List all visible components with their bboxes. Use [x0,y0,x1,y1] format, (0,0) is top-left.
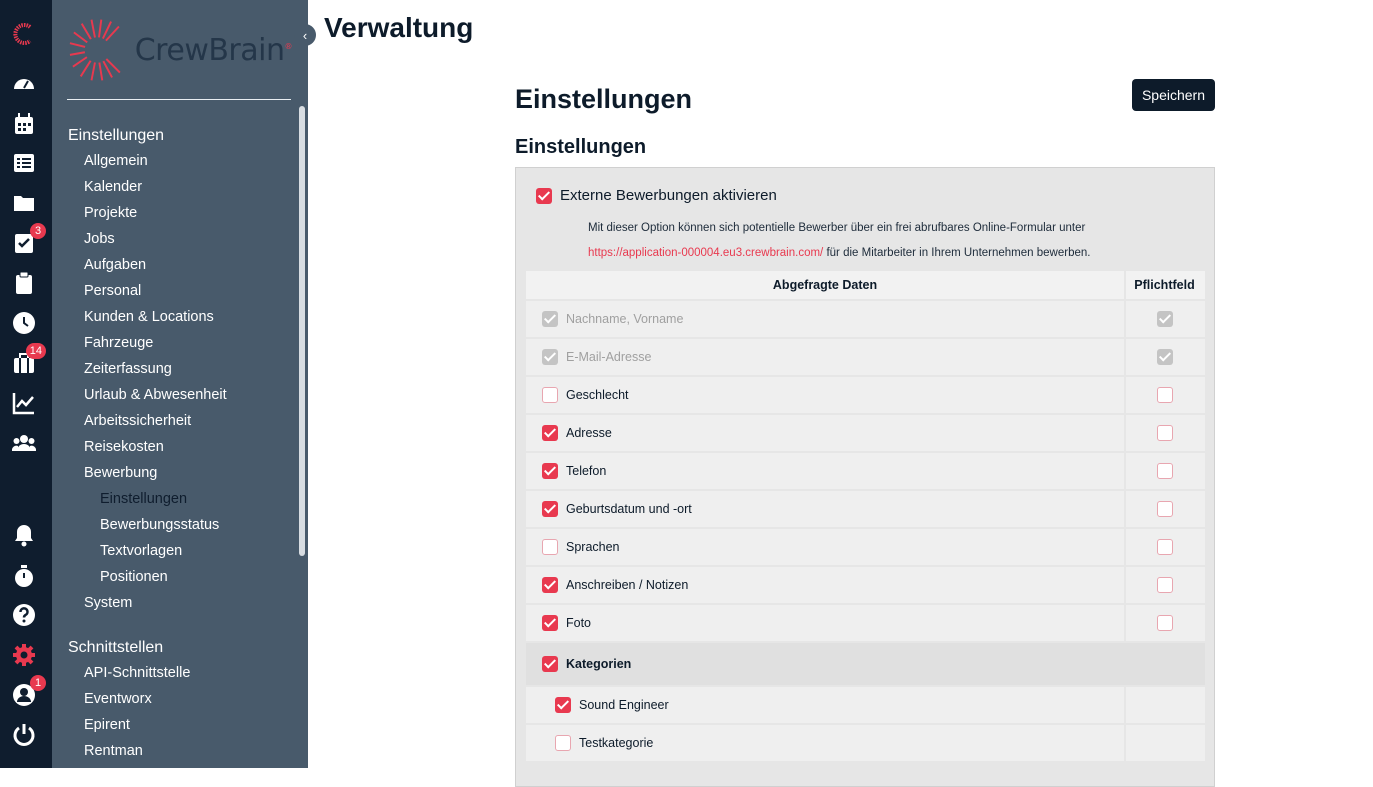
field-checkbox [542,311,558,327]
crewbrain-mark-icon [68,18,127,82]
category-required-cell [1126,725,1203,761]
vacation-badge: 14 [26,343,46,359]
user-badge: 1 [30,675,46,691]
tasks-badge: 3 [30,223,46,239]
category-checkbox[interactable] [555,735,571,751]
sidebar-collapse-button[interactable] [294,24,316,46]
table-header [526,271,1205,301]
category-checkbox[interactable] [555,697,571,713]
stopwatch-icon[interactable] [10,562,38,590]
category-row [526,687,1205,725]
sidebar-item-allgemein[interactable]: Allgemein [84,153,148,169]
required-checkbox [1157,311,1173,327]
sidebar-item-eventworx[interactable]: Eventworx [84,691,152,707]
table-row [526,339,1205,377]
sidebar-item-reisekosten[interactable]: Reisekosten [84,439,164,455]
chevron-left-icon: ‹ [302,27,308,43]
sidebar-item-urlaub[interactable]: Urlaub & Abwesenheit [84,387,227,403]
calendar-icon[interactable] [10,110,38,138]
column-header-required: Pflichtfeld [1134,278,1195,292]
sidebar-item-arbeitssicherheit[interactable]: Arbeitssicherheit [84,413,192,429]
save-button[interactable]: Speichern [1132,79,1215,111]
user-icon[interactable] [10,677,42,709]
sidebar-sub-bewerbungsstatus[interactable]: Bewerbungsstatus [100,517,220,533]
sidebar-sub-positionen[interactable]: Positionen [100,569,168,585]
settings-subtitle: Einstellungen [515,136,647,158]
categories-checkbox[interactable] [542,656,558,672]
crewbrain-logo[interactable] [68,16,292,84]
sidebar-item-kalender[interactable]: Kalender [84,179,143,195]
sidebar-section-einstellungen: Einstellungen [68,127,165,144]
external-applications-label: Externe Bewerbungen aktivieren [560,187,777,204]
sidebar-item-rentman[interactable]: Rentman [84,743,143,759]
settings-panel [515,167,1215,787]
field-checkbox[interactable] [542,463,558,479]
field-label: Foto [566,616,592,630]
table-row [526,491,1205,529]
table-row [526,301,1205,339]
field-label: Anschreiben / Notizen [566,578,689,592]
sidebar-item-kunden-locations[interactable]: Kunden & Locations [84,309,214,325]
vacation-icon[interactable] [10,345,42,377]
required-checkbox[interactable] [1157,501,1173,517]
description-rest: für die Mitarbeiter in Ihrem Unternehmen bewerben. [823,247,1091,259]
list-icon[interactable] [10,149,38,177]
sidebar-item-bewerbung[interactable]: Bewerbung [84,465,158,481]
required-checkbox[interactable] [1157,425,1173,441]
required-checkbox[interactable] [1157,615,1173,631]
logo-text: CrewBrain® [134,32,292,68]
sidebar-sub-einstellungen[interactable]: Einstellungen [100,491,188,507]
description-line-1: Mit dieser Option können sich potentielle Bewerber über ein frei abrufbares Online-Formular unter [588,222,1086,234]
required-checkbox[interactable] [1157,577,1173,593]
field-checkbox[interactable] [542,425,558,441]
required-checkbox[interactable] [1157,463,1173,479]
folder-icon[interactable] [10,189,38,217]
field-label: Telefon [566,464,607,478]
bell-icon[interactable] [10,521,38,549]
sidebar-item-projekte[interactable]: Projekte [84,205,138,221]
required-checkbox[interactable] [1157,539,1173,555]
external-applications-row [536,187,777,204]
table-row [526,453,1205,491]
page-title: Verwaltung [324,12,474,43]
sidebar-item-personal[interactable]: Personal [84,283,142,299]
sidebar-scrollbar[interactable] [299,106,305,556]
field-checkbox [542,349,558,365]
fields-table [526,271,1205,763]
table-row [526,605,1205,643]
field-label: E-Mail-Adresse [566,350,652,364]
sidebar-item-api[interactable]: API-Schnittstelle [84,665,191,681]
field-label: Sprachen [566,540,620,554]
field-checkbox[interactable] [542,615,558,631]
description-line-2 [588,247,1090,259]
field-checkbox[interactable] [542,501,558,517]
sidebar-item-zeiterfassung[interactable]: Zeiterfassung [84,361,172,377]
required-checkbox [1157,349,1173,365]
icon-bar [0,0,52,768]
dashboard-icon[interactable] [10,70,38,98]
team-icon[interactable] [10,429,38,457]
tasks-icon[interactable] [10,225,42,257]
table-row [526,529,1205,567]
sidebar-item-aufgaben[interactable]: Aufgaben [84,257,147,273]
field-checkbox[interactable] [542,539,558,555]
sidebar-divider [67,99,291,100]
field-checkbox[interactable] [542,387,558,403]
field-label: Geburtsdatum und -ort [566,502,692,516]
sidebar-item-fahrzeuge[interactable]: Fahrzeuge [84,335,154,351]
sidebar-item-jobs[interactable]: Jobs [84,231,115,247]
power-icon[interactable] [10,721,38,749]
clipboard-icon[interactable] [10,269,38,297]
application-url-link[interactable]: https://application-000004.eu3.crewbrain.com/ [588,247,824,259]
sidebar-section-schnittstellen: Schnittstellen [68,639,164,656]
crewbrain-logo-icon[interactable] [10,20,38,48]
external-applications-checkbox[interactable] [536,188,552,204]
column-header-data: Abgefragte Daten [526,271,1126,299]
chart-icon[interactable] [10,389,38,417]
sidebar [52,0,308,768]
categories-label: Kategorien [566,657,632,671]
settings-title: Einstellungen [515,84,693,114]
category-required-cell [1126,687,1203,723]
field-label: Adresse [566,426,612,440]
category-label: Sound Engineer [579,698,669,712]
sidebar-sub-textvorlagen[interactable]: Textvorlagen [100,543,183,559]
help-icon[interactable] [10,601,38,629]
category-label: Testkategorie [579,736,654,750]
category-row [526,725,1205,763]
field-label: Nachname, Vorname [566,312,684,326]
table-row [526,567,1205,605]
categories-row [526,643,1205,687]
field-label: Geschlecht [566,388,629,402]
sidebar-item-system[interactable]: System [84,595,133,611]
sidebar-item-epirent[interactable]: Epirent [84,717,130,733]
required-checkbox[interactable] [1157,387,1173,403]
field-checkbox[interactable] [542,577,558,593]
table-row [526,377,1205,415]
gear-icon[interactable] [10,641,38,669]
clock-icon[interactable] [10,309,38,337]
table-row [526,415,1205,453]
